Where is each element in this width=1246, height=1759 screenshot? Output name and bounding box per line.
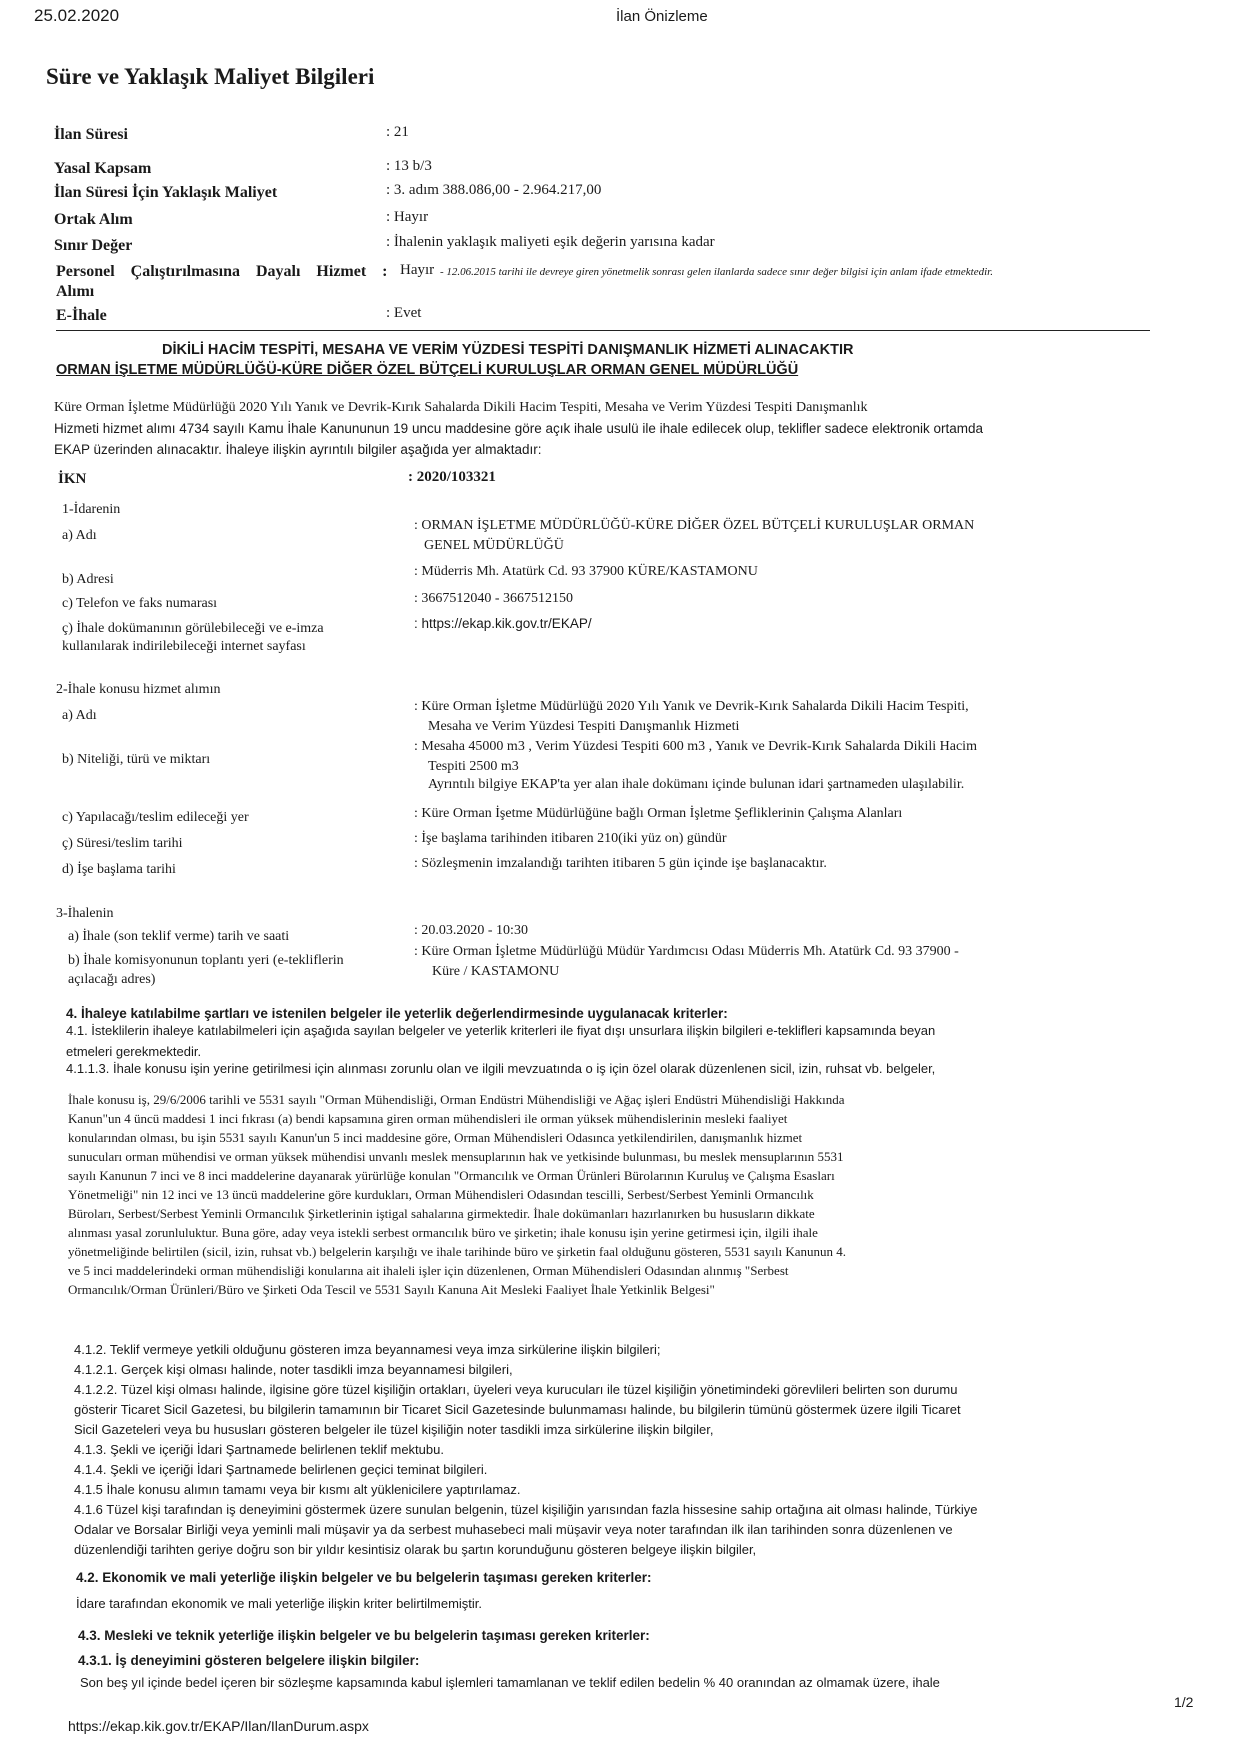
konu-label: a) Adı: [62, 708, 97, 723]
print-date: 25.02.2020: [34, 6, 120, 25]
print-title: İlan Önizleme: [616, 8, 708, 25]
paragraph-line: Ormancılık/Orman Ürünleri/Büro ve Şirketi Oda Tescil ve 5531 Sayılı Kanuna Ait Mesleki Faaliyet İhale Yetkinlik Belgesi": [68, 1282, 715, 1297]
summary-label: İlan Süresi: [54, 126, 128, 143]
ikn-value: : 2020/103321: [408, 469, 496, 485]
idare-value: : 3667512040 - 3667512150: [414, 591, 574, 606]
konu-label: c) Yapılacağı/teslim edileceği yer: [62, 810, 249, 825]
summary-value: : 3. adım 388.086,00 - 2.964.217,00: [386, 182, 602, 198]
criteria-subitem: 4.1.4. Şekli ve içeriği İdari Şartnamede belirlenen geçici teminat bilgileri.: [74, 1462, 488, 1477]
criteria-subitem: düzenlendiği tarihten geriye doğru son bir yıldır kesintisiz olarak bu şartın korunduğunu gösteren belgeye ilişkin bilgiler,: [74, 1542, 757, 1557]
criteria-subitem: 4.1.3. Şekli ve içeriği İdari Şartnamede belirlenen teklif mektubu.: [74, 1442, 444, 1457]
ihale-value-cont: Küre / KASTAMONU: [432, 964, 560, 979]
personel-note-text: - 12.06.2015 tarihi ile devreye giren yönetmelik sonrası gelen ilanlarda sadece sınır değer bilgisi için anlam ifade etmektedir.: [440, 266, 993, 278]
eihale-label: E-İhale: [56, 307, 107, 324]
paragraph-line: sayılı Kanunun 7 inci ve 8 inci maddelerine dayanarak yürürlüğe konulan "Ormancılık ve Orman Ürünleri Bürolarının Kuruluş ve Çalışma Esasları: [68, 1168, 835, 1183]
page-number: 1/2: [1174, 1694, 1194, 1710]
eihale-value: : Evet: [386, 305, 422, 321]
summary-value: : 13 b/3: [386, 158, 432, 174]
konu-value: : Küre Orman İşletme Müdürlüğü 2020 Yılı Yanık ve Devrik-Kırık Sahalarda Dikili Hacim Tespiti,: [414, 699, 969, 714]
divider: [56, 330, 1150, 331]
criteria-text: Son beş yıl içinde bedel içeren bir sözleşme kapsamında kabul işlemleri tamamlanan ve teklif edilen bedelin % 40 oranından az olmamak üzere, ihale: [80, 1675, 940, 1690]
intro-text: Hizmeti hizmet alımı 4734 sayılı Kamu İhale Kanununun 19 uncu maddesine göre açık ihale usulü ile ihale edilecek olup, teklifler sadece elektronik ortamda: [54, 421, 984, 436]
notice-subheading: ORMAN İŞLETME MÜDÜRLÜĞÜ-KÜRE DİĞER ÖZEL BÜTÇELİ KURULUŞLAR ORMAN GENEL MÜDÜRLÜĞÜ: [56, 362, 799, 378]
idare-label: a) Adı: [62, 528, 97, 543]
ihale-value: : Küre Orman İşletme Müdürlüğü Müdür Yardımcısı Odası Müderris Mh. Atatürk Cd. 93 37900 -: [414, 944, 959, 959]
criteria-subitem: 4.1.2.2. Tüzel kişi olması halinde, ilgisine göre tüzel kişiliğin ortakları, üyeleri veya kurucuları ile tüzel kişiliğin yönetimindeki görevlileri belirten son durumu: [74, 1382, 958, 1397]
intro-text: Küre Orman İşletme Müdürlüğü 2020 Yılı Yanık ve Devrik-Kırık Sahalarda Dikili Hacim Tespiti, Mesaha ve Verim Yüzdesi Tespiti Danışmanlık: [54, 400, 868, 415]
paragraph-line: ve 5 inci maddelerindeki orman mühendisliği konularına ait ihaleli işler için düzenlenen, Orman Mühendisleri Odasından alınmış "Serbest: [68, 1263, 789, 1278]
criteria-subitem: Odalar ve Borsalar Birliği veya yeminli mali müşavir ya da serbest muhasebeci mali müşavir veya noter tarafından ilk ilan tarihinden sonra düzenlenen ve: [74, 1522, 953, 1537]
criteria-text: İdare tarafından ekonomik ve mali yeterliğe ilişkin kriter belirtilmemiştir.: [76, 1596, 483, 1611]
criteria-subitem: 4.1.2. Teklif vermeye yetkili olduğunu gösteren imza beyannamesi veya imza sirkülerine ilişkin bilgileri;: [74, 1342, 661, 1357]
criteria-subitem: 4.1.5 İhale konusu alımın tamamı veya bir kısmı alt yüklenicilere yaptırılamaz.: [74, 1482, 521, 1497]
konu-label: ç) Süresi/teslim tarihi: [62, 836, 183, 851]
footer-url: https://ekap.kik.gov.tr/EKAP/Ilan/IlanDurum.aspx: [68, 1718, 369, 1734]
idare-label: b) Adresi: [62, 572, 114, 587]
criteria-heading: 4. İhaleye katılabilme şartları ve istenilen belgeler ile yeterlik değerlendirmesinde uygulanacak kriterler:: [66, 1006, 728, 1021]
ikn-label: İKN: [58, 471, 87, 487]
criteria-text: 4.1.1.3. İhale konusu işin yerine getirilmesi için alınması zorunlu olan ve ilgili mevzuatında o iş için özel olarak düzenlenen sicil, izin, ruhsat vb. belgeler,: [66, 1061, 936, 1076]
konu-label: d) İşe başlama tarihi: [62, 862, 176, 877]
criteria-subitem: Sicil Gazeteleri veya bu hususları gösteren belgeler ile tüzel kişiliğin noter tasdikli imza sirkülerine ilişkin bilgiler,: [74, 1422, 714, 1437]
idare-value-cont: GENEL MÜDÜRLÜĞÜ: [424, 538, 564, 553]
paragraph-line: alınması yasal zorunluluktur. Buna göre, aday veya istekli serbest ormancılık büro ve şirketin; ihale konusu işin yerine getirmesi için, ilgili ihale: [68, 1225, 818, 1240]
konu-label: b) Niteliği, türü ve miktarı: [62, 752, 211, 767]
criteria-subitem: gösterir Ticaret Sicil Gazetesi, bu bilgilerin tamamının bir Ticaret Sicil Gazetesinde bulunmaması halinde, bu bilgilerin tümünü göstermek üzere ilgili Ticaret: [74, 1402, 961, 1417]
criteria-heading: 4.3.1. İş deneyimini gösteren belgelere ilişkin bilgiler:: [78, 1653, 420, 1668]
idare-heading: 1-İdarenin: [62, 502, 121, 517]
criteria-subitem: 4.1.6 Tüzel kişi tarafından iş deneyimini göstermek üzere sunulan belgenin, tüzel kişiliğin yarısından fazla hissesine sahip ortağına ait olması halinde, Türkiye: [74, 1502, 978, 1517]
criteria-heading: 4.2. Ekonomik ve mali yeterliğe ilişkin belgeler ve bu belgelerin taşıması gereken kriterler:: [76, 1570, 652, 1585]
personel-label: Personel Çalıştırılmasına Dayalı Hizmet :: [56, 263, 388, 280]
konu-value: : Sözleşmenin imzalandığı tarihten itibaren 5 gün içinde işe başlanacaktır.: [414, 856, 827, 871]
paragraph-line: yönetmeliğinde belirtilen (sicil, izin, ruhsat vb.) belgelerin karşılığı ve ihale tarihinde büro ve şirketin faal olduğunu gösteren, 5531 sayılı Kanunun 4.: [68, 1244, 847, 1259]
idare-label: c) Telefon ve faks numarası: [62, 596, 218, 611]
summary-value: : İhalenin yaklaşık maliyeti eşik değerin yarısına kadar: [386, 234, 715, 250]
paragraph-line: İhale konusu iş, 29/6/2006 tarihli ve 5531 sayılı "Orman Mühendisliği, Orman Endüstri Mühendisliği ve Ağaç işleri Endüstri Mühendisliği Hakkında: [68, 1092, 845, 1107]
konu-heading: 2-İhale konusu hizmet alımın: [56, 682, 221, 697]
criteria-text: etmeleri gerekmektedir.: [66, 1044, 202, 1059]
summary-value: : Hayır: [386, 209, 429, 225]
criteria-sublist: [74, 1340, 978, 1560]
idare-label-cont: kullanılarak indirilebileceği internet sayfası: [62, 639, 306, 654]
criteria-text: 4.1. İsteklilerin ihaleye katılabilmeleri için aşağıda sayılan belgeler ve yeterlik kriterleri ile fiyat dışı unsurlara ilişkin bilgileri e-teklifleri kapsamında beyan: [66, 1023, 936, 1038]
konu-value-cont: Tespiti 2500 m3: [428, 759, 519, 774]
konu-value-cont: Ayrıntılı bilgiye EKAP'ta yer alan ihale dokümanı içinde bulunan idari şartnameden ulaşılabilir.: [428, 777, 965, 792]
criteria-subitem: 4.1.2.1. Gerçek kişi olması halinde, noter tasdikli imza beyannamesi bilgileri,: [74, 1362, 513, 1377]
ihale-heading: 3-İhalenin: [56, 906, 114, 921]
paragraph-line: konularından olması, bu işin 5531 sayılı Kanun'un 5 inci maddesine göre, Orman Mühendisleri Odasınca yetkilendirilen, danışmanlık hizmet: [68, 1130, 803, 1145]
paragraph-line: Büroları, Serbest/Serbest Yeminli Ormancılık Şirketlerinin iştigal sahalarına girmektedir. İhale dokümanları hazırlanırken bu hususların dikkate: [68, 1206, 815, 1221]
personel-value: Hayır: [400, 262, 435, 278]
personel-label-cont: Alımı: [56, 283, 95, 300]
idare-value: : ORMAN İŞLETME MÜDÜRLÜĞÜ-KÜRE DİĞER ÖZEL BÜTÇELİ KURULUŞLAR ORMAN: [414, 518, 975, 533]
paragraph-line: Yönetmeliği" nin 12 inci ve 13 üncü maddelerine göre kurdukları, Orman Mühendisleri Odasından tescilli, Serbest/Serbest Yeminli Ormancılık: [68, 1187, 814, 1202]
criteria-heading: 4.3. Mesleki ve teknik yeterliğe ilişkin belgeler ve bu belgelerin taşıması gereken kriterler:: [78, 1628, 650, 1643]
summary-label: Yasal Kapsam: [54, 160, 152, 177]
ihale-value: : 20.03.2020 - 10:30: [414, 923, 528, 938]
konu-value-cont: Mesaha ve Verim Yüzdesi Tespiti Danışmanlık Hizmeti: [428, 719, 740, 734]
idare-label: ç) İhale dokümanının görülebileceği ve e-imza: [62, 621, 324, 636]
konu-value: : İşe başlama tarihinden itibaren 210(iki yüz on) gündür: [414, 831, 727, 846]
summary-label: Ortak Alım: [54, 211, 133, 228]
idare-value: : https://ekap.kik.gov.tr/EKAP/: [414, 616, 592, 631]
idare-value: : Müderris Mh. Atatürk Cd. 93 37900 KÜRE/KASTAMONU: [414, 564, 758, 579]
personel-note: [440, 263, 1160, 280]
konu-value: : Mesaha 45000 m3 , Verim Yüzdesi Tespiti 600 m3 , Yanık ve Devrik-Kırık Sahalarda Dikili Hacim: [414, 739, 977, 754]
paragraph-line: Kanun"un 4 üncü maddesi 1 inci fıkrası (a) bendi kapsamına giren orman mühendisleri ile orman yüksek mühendislerinin mesleki faaliyet: [68, 1111, 788, 1126]
konu-value: : Küre Orman İşetme Müdürlüğüne bağlı Orman İşletme Şefliklerinin Çalışma Alanları: [414, 806, 903, 821]
summary-value: : 21: [386, 124, 409, 140]
ihale-label-cont: açılacağı adres): [68, 972, 156, 987]
ihale-label: b) İhale komisyonunun toplantı yeri (e-tekliflerin: [68, 953, 344, 968]
notice-heading: DİKİLİ HACİM TESPİTİ, MESAHA VE VERİM YÜZDESİ TESPİTİ DANIŞMANLIK HİZMETİ ALINACAKTIR: [162, 342, 854, 358]
section-title: Süre ve Yaklaşık Maliyet Bilgileri: [46, 64, 375, 89]
summary-label: İlan Süresi İçin Yaklaşık Maliyet: [54, 184, 278, 201]
paragraph-line: sunucuları orman mühendisi ve orman yüksek mühendisi unvanlı meslek mensuplarının hak ve yetkisinde bulunması, bu meslek mensuplarının 5531: [68, 1149, 844, 1164]
ihale-label: a) İhale (son teklif verme) tarih ve saati: [68, 929, 290, 944]
mesleki-faaliyet-paragraph: [68, 1090, 846, 1299]
summary-label: Sınır Değer: [54, 237, 133, 254]
intro-text: EKAP üzerinden alınacaktır. İhaleye ilişkin ayrıntılı bilgiler aşağıda yer almaktadır:: [54, 442, 542, 457]
